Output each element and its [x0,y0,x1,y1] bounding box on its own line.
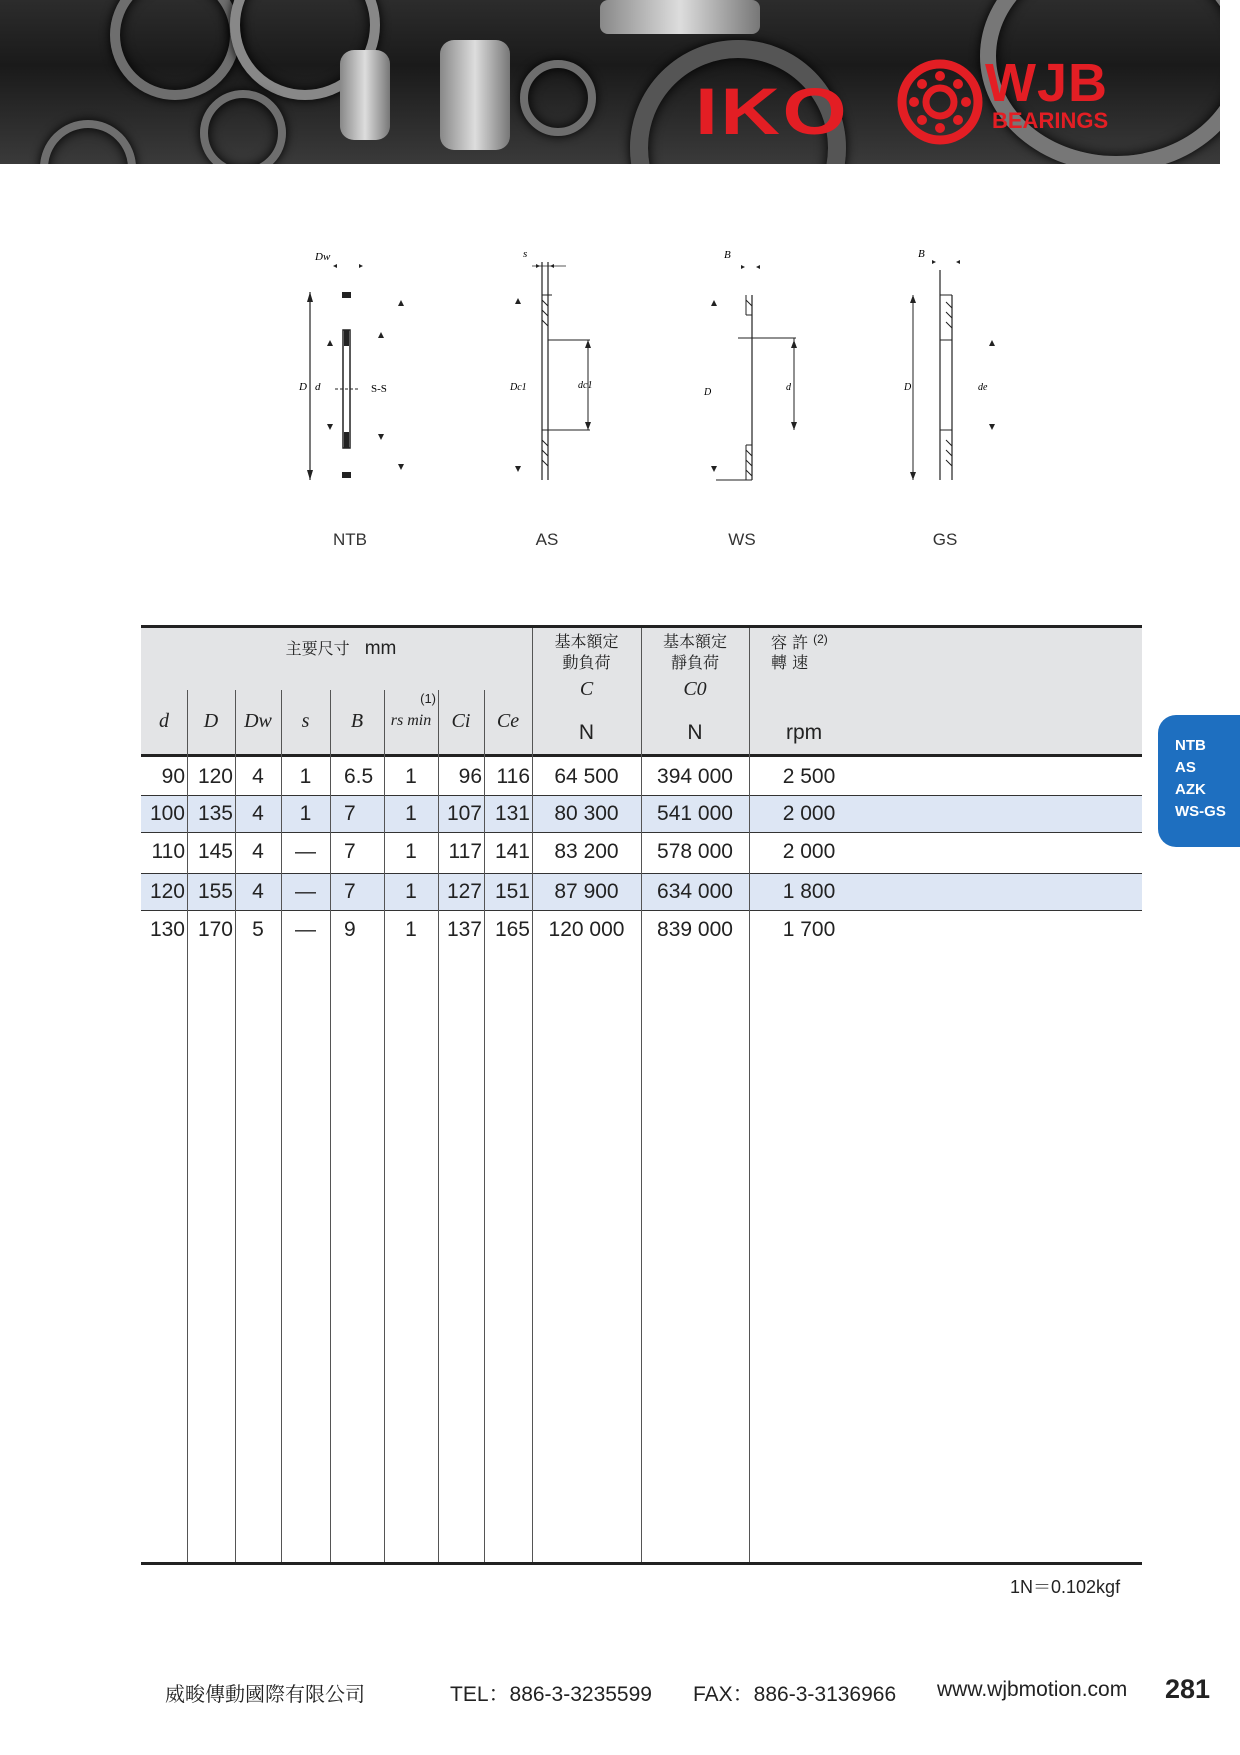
dynamic-load-line2: 動負荷 [562,653,611,672]
cell-dynamic-load: 80 300 [554,802,619,825]
footer-company: 威畯傳動國際有限公司 [165,1682,365,1706]
cell-ce: 165 [494,918,530,941]
cell-d: 110 [151,840,185,863]
section-side-tab[interactable] [1158,715,1240,847]
static-load-line1: 基本額定 [662,632,727,651]
cell-ce: 151 [494,880,530,903]
as-dim-dc1: dc1 [578,380,593,391]
cell-ci: 127 [446,880,482,903]
cell-speed: 1 700 [782,918,836,941]
col-header-s: s [301,710,310,732]
footer-website[interactable]: www.wjbmotion.com [937,1678,1128,1701]
bearing-photo-ring [40,120,136,164]
cell-rs-min: 1 [405,840,417,863]
gs-dim-de: de [978,382,988,393]
cell-dw: 4 [252,840,264,863]
bearings-logo-text: BEARINGS [992,108,1109,133]
side-tab-item: AZK [1175,781,1206,798]
cell-speed: 2 000 [782,840,836,863]
cell-ce: 131 [494,802,530,825]
speed-header [771,632,828,653]
cell-static-load: 541 000 [657,802,733,825]
ws-dim-b: B [724,249,731,261]
cell-dw: 5 [252,918,264,941]
dynamic-load-line1: 基本額定 [554,632,619,651]
cell-speed: 2 000 [782,802,836,825]
cell-D: 145 [197,840,233,863]
cell-d: 90 [161,765,185,788]
bearing-photo-roller [440,40,510,150]
col-header-ci: Ci [451,710,471,732]
cell-static-load: 634 000 [657,880,733,903]
cell-B: 7 [344,880,356,903]
speed-line2: 轉 速 [771,653,809,672]
col-header-note1: (1) [420,691,436,706]
cell-ci: 107 [446,802,482,825]
diagram-label-gs: GS [932,530,958,549]
ntb-dim-d: d [315,381,321,393]
page-footer [160,1674,1211,1718]
ws-dim-d: d [786,382,791,393]
side-tab-item: WS-GS [1175,803,1226,820]
cell-speed: 2 500 [782,765,836,788]
diagram-label-as: AS [535,530,559,549]
cell-static-load: 578 000 [657,840,733,863]
cell-s: — [295,840,316,863]
dynamic-load-unit: N [578,721,595,744]
ntb-dim-dw: Dw [315,251,331,263]
cell-ci: 117 [448,840,482,863]
static-load-symbol: C0 [683,678,707,700]
main-dimensions-header [241,638,441,660]
cell-rs-min: 1 [405,880,417,903]
col-header-ce: Ce [496,710,520,732]
cell-ci: 137 [446,918,482,941]
speed-unit: rpm [786,721,823,744]
cell-static-load: 394 000 [657,765,733,788]
bearing-photo-ring [200,90,286,164]
gs-drawing-icon [868,240,1018,500]
cell-d: 100 [149,802,185,825]
ws-drawing-icon [668,240,818,500]
dimension-table [141,625,1142,1565]
main-dimensions-label: 主要尺寸 [285,639,350,658]
wjb-logo-text: WJB [985,53,1108,113]
cell-rs-min: 1 [405,918,417,941]
bearing-photo-roller [600,0,760,34]
cell-D: 155 [197,880,233,903]
cell-rs-min: 1 [405,765,417,788]
cell-s: — [295,880,316,903]
ntb-dim-D: D [299,381,307,393]
col-header-d: d [159,710,169,732]
static-load-line2: 靜負荷 [670,653,719,672]
speed-note: (2) [813,632,828,646]
iko-logo: IKO [695,74,850,148]
side-tab-item: NTB [1175,737,1206,754]
cell-d: 130 [149,918,185,941]
col-header-dw: Dw [244,710,272,732]
gs-dim-D: D [904,382,912,393]
as-dim-s: s [523,248,528,260]
dynamic-load-symbol: C [579,678,594,700]
cell-s: 1 [299,765,312,788]
page-number: 281 [1165,1674,1211,1704]
cell-B: 7 [344,840,356,863]
cell-ce: 141 [494,840,530,863]
cell-dynamic-load: 64 500 [554,765,619,788]
cell-dynamic-load: 120 000 [548,918,625,941]
wjb-bearing-logo-icon [896,58,984,146]
unit-conversion-note: 1N＝0.102kgf [1010,1577,1121,1597]
cell-B: 7 [344,802,356,825]
as-dim-Dc1: Dc1 [510,382,527,393]
bearing-photo-roller [340,50,390,140]
ws-dim-D: D [704,387,712,398]
cell-D: 120 [197,765,233,788]
cell-speed: 1 800 [782,880,836,903]
cell-dynamic-load: 87 900 [554,880,619,903]
cell-s: 1 [299,802,312,825]
cell-B: 6.5 [344,765,374,788]
footer-fax: FAX：886-3-3136966 [693,1683,897,1706]
col-header-D: D [203,710,219,732]
cell-d: 120 [149,880,185,903]
cell-D: 135 [197,802,233,825]
diagram-label-ws: WS [728,530,756,549]
footer-tel: TEL：886-3-3235599 [450,1683,652,1706]
col-header-rs-min: rs min [390,712,432,729]
static-load-unit: N [687,721,703,744]
cell-dw: 4 [252,802,264,825]
bearing-photo-ring [520,60,596,136]
ntb-dim-ss: S-S [371,383,387,395]
cell-B: 9 [344,918,356,941]
header-banner [0,0,1220,164]
cell-ci: 96 [458,765,482,788]
main-dimensions-unit: mm [364,638,397,659]
diagram-label-ntb: NTB [333,530,367,549]
cell-dw: 4 [252,765,264,788]
ntb-drawing-icon [275,240,425,500]
cell-s: — [295,918,316,941]
cell-dw: 4 [252,880,264,903]
cell-dynamic-load: 83 200 [554,840,619,863]
side-tab-item: AS [1175,759,1196,776]
speed-line1: 容 許 [771,633,809,652]
cell-rs-min: 1 [405,802,417,825]
cell-ce: 116 [496,765,530,788]
as-drawing-icon [470,240,620,500]
bearing-photo-ring [110,0,240,100]
gs-dim-b: B [918,248,925,260]
cell-D: 170 [197,918,233,941]
cell-static-load: 839 000 [657,918,733,941]
col-header-B: B [350,710,364,732]
table-bottom-rule [141,1562,1142,1565]
